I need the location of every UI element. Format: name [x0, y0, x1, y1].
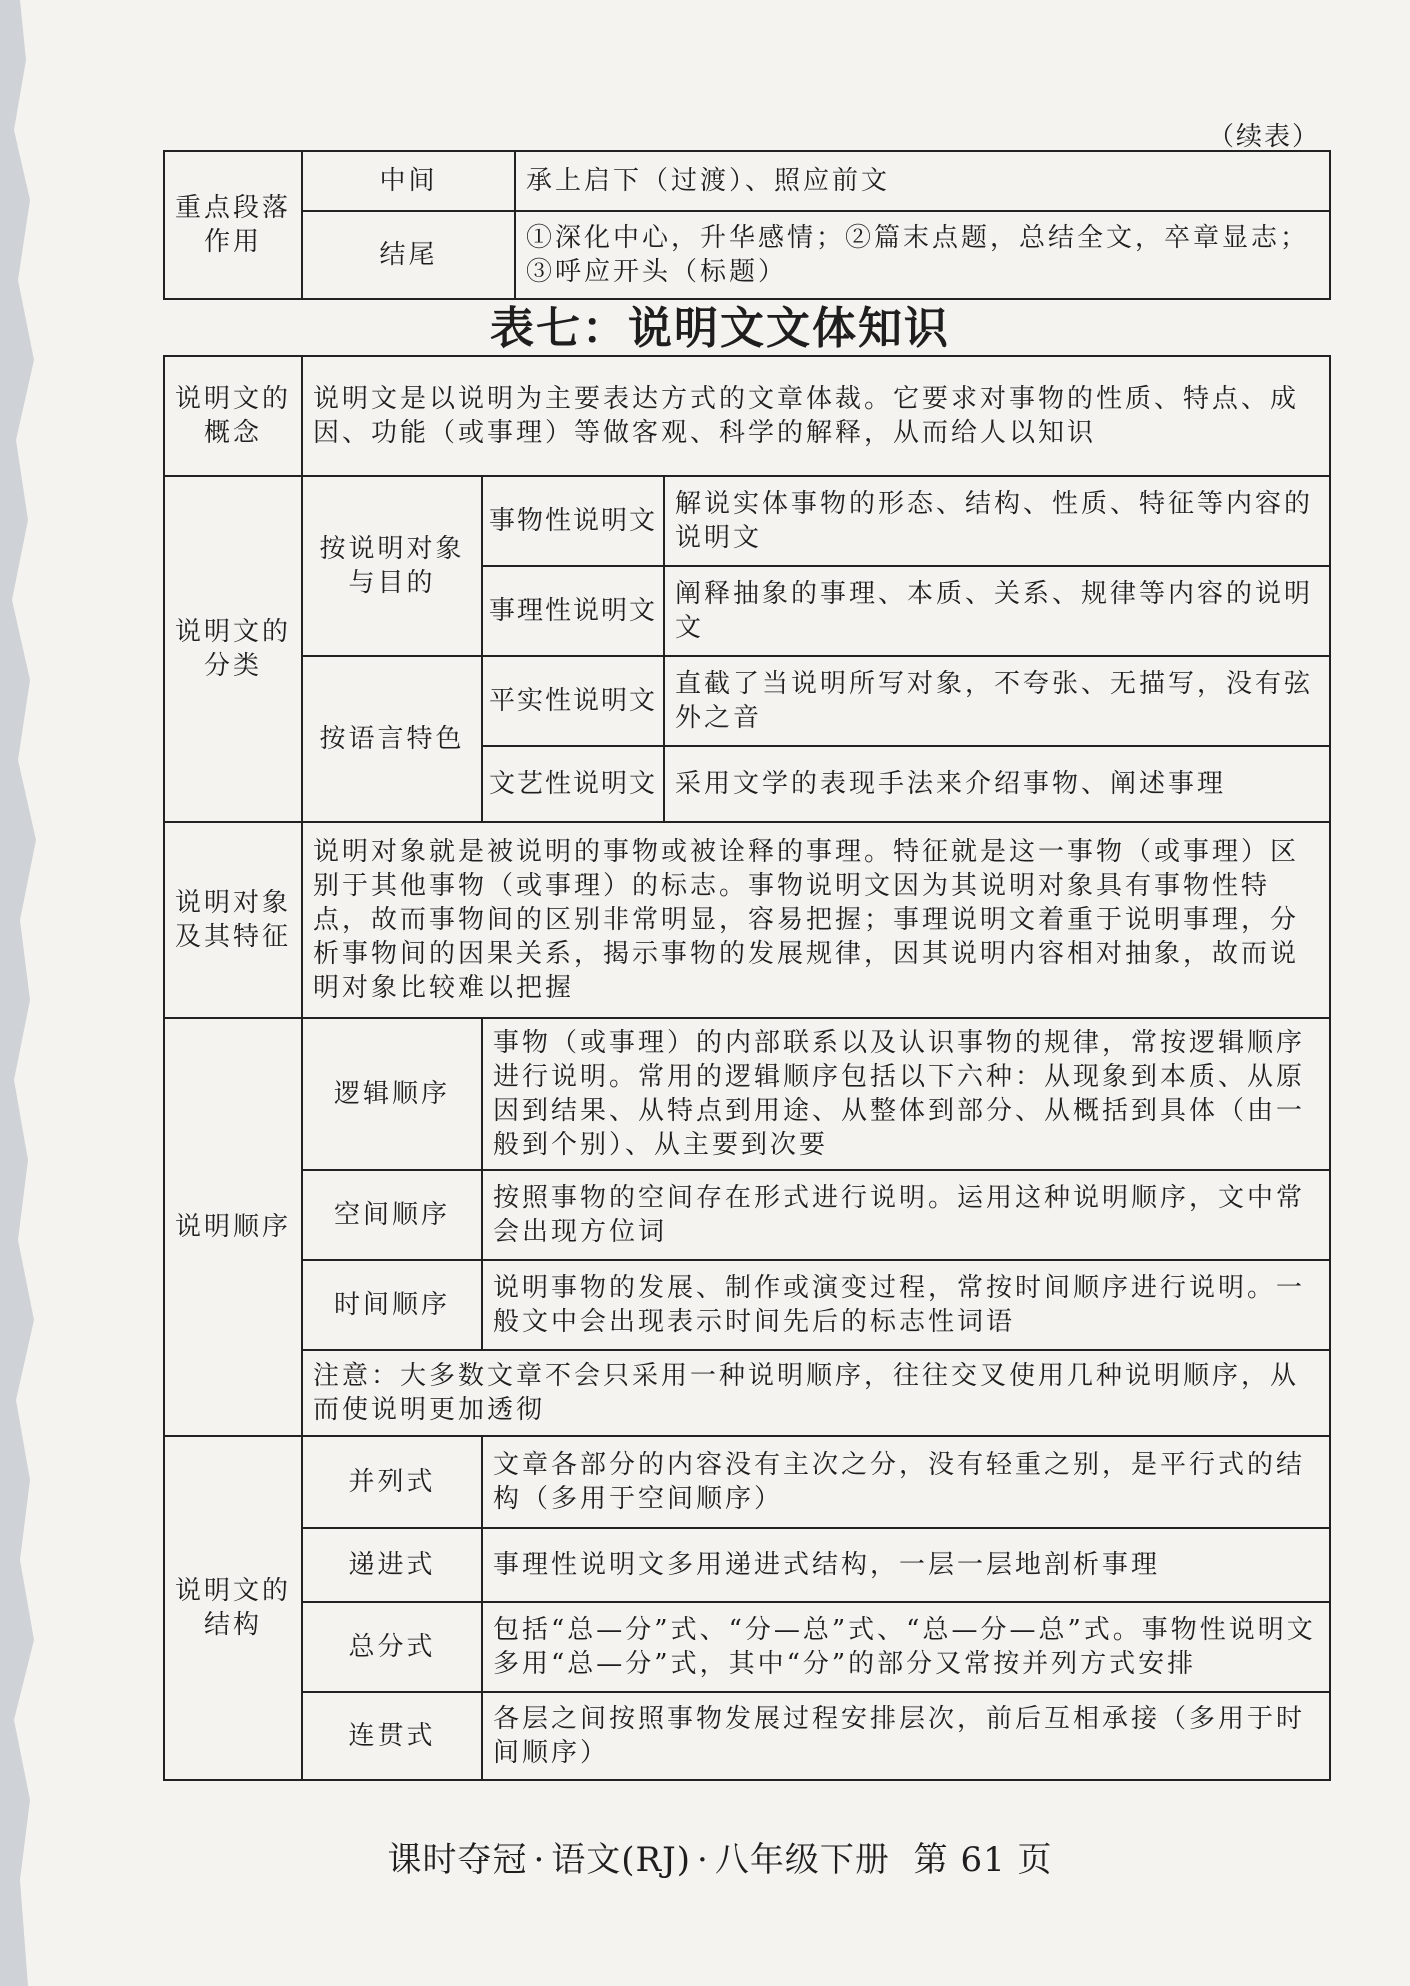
- classification-desc: 解说实体事物的形态、结构、性质、特征等内容的说明文: [664, 476, 1330, 566]
- structure-name: 连贯式: [302, 1692, 482, 1780]
- table-row: [164, 476, 1330, 566]
- classification-desc: 阐释抽象的事理、本质、关系、规律等内容的说明文: [664, 566, 1330, 656]
- cell-description: ①深化中心，升华感情；②篇末点题，总结全文，卒章显志；③呼应开头（标题）: [515, 211, 1330, 299]
- cell-description: 承上启下（过渡）、照应前文: [515, 151, 1330, 211]
- table-row: [164, 1692, 1330, 1780]
- footer-book: 课时夺冠: [387, 1840, 528, 1880]
- table-row: [164, 1602, 1330, 1692]
- cell-position: 结尾: [302, 211, 515, 299]
- order-desc: 说明事物的发展、制作或演变过程，常按时间顺序进行说明。一般文中会出现表示时间先后的标志性词语: [482, 1260, 1330, 1350]
- row-header-order: 说明顺序: [164, 1018, 302, 1436]
- table-row: [164, 656, 1330, 746]
- table-row: [164, 211, 1330, 299]
- classification-desc: 采用文学的表现手法来介绍事物、阐述事理: [664, 746, 1330, 822]
- cell-position: 中间: [302, 151, 515, 211]
- classification-type: 事理性说明文: [482, 566, 664, 656]
- order-name: 时间顺序: [302, 1260, 482, 1350]
- page-footer: 课时夺冠 · 语文(RJ) · 八年级下册 第 61 页: [387, 1840, 1053, 1880]
- order-desc: 事物（或事理）的内部联系以及认识事物的规律，常按逻辑顺序进行说明。常用的逻辑顺序包括以下六种：从现象到本质、从原因到结果、从特点到用途、从整体到部分、从概括到具体（由一般到个别）、从主要到次要: [482, 1018, 1330, 1170]
- row-header: 重点段落作用: [164, 151, 302, 299]
- classification-basis: 按说明对象与目的: [302, 476, 482, 656]
- classification-type: 事物性说明文: [482, 476, 664, 566]
- table-row: [164, 1350, 1330, 1436]
- structure-name: 递进式: [302, 1528, 482, 1602]
- footer-grade: 八年级下册: [714, 1840, 890, 1880]
- classification-desc: 直截了当说明所写对象，不夸张、无描写，没有弦外之音: [664, 656, 1330, 746]
- classification-type: 平实性说明文: [482, 656, 664, 746]
- order-name: 逻辑顺序: [302, 1018, 482, 1170]
- table-title: 表七：说明文文体知识: [490, 303, 950, 354]
- paragraph-function-table: [163, 150, 1331, 300]
- row-header-classification: 说明文的分类: [164, 476, 302, 822]
- order-name: 空间顺序: [302, 1170, 482, 1260]
- structure-desc: 各层之间按照事物发展过程安排层次，前后互相承接（多用于时间顺序）: [482, 1692, 1330, 1780]
- table-row: [164, 1170, 1330, 1260]
- structure-desc: 文章各部分的内容没有主次之分，没有轻重之别，是平行式的结构（多用于空间顺序）: [482, 1436, 1330, 1528]
- table-row: [164, 1436, 1330, 1528]
- table-row: [164, 1018, 1330, 1170]
- classification-basis: 按语言特色: [302, 656, 482, 822]
- table-row: [164, 1260, 1330, 1350]
- page: [30, 0, 1410, 1986]
- concept-text: 说明文是以说明为主要表达方式的文章体裁。它要求对事物的性质、特点、成因、功能（或事理）等做客观、科学的解释，从而给人以知识: [302, 356, 1330, 476]
- expository-knowledge-table: [163, 355, 1331, 1781]
- structure-desc: 事理性说明文多用递进式结构，一层一层地剖析事理: [482, 1528, 1330, 1602]
- footer-page-number: 第 61 页: [913, 1840, 1053, 1880]
- object-text: 说明对象就是被说明的事物或被诠释的事理。特征就是这一事物（或事理）区别于其他事物（或事理）的标志。事物说明文因为其说明对象具有事物性特点，故而事物间的区别非常明显，容易把握；事理说明文着重于说明事理，分析事物间的因果关系，揭示事物的发展规律，因其说明内容相对抽象，故而说明对象比较难以把握: [302, 822, 1330, 1018]
- table-row: [164, 356, 1330, 476]
- footer-subject: 语文(RJ): [551, 1840, 692, 1880]
- order-desc: 按照事物的空间存在形式进行说明。运用这种说明顺序，文中常会出现方位词: [482, 1170, 1330, 1260]
- continued-label: （续表）: [1207, 122, 1320, 152]
- row-header-object: 说明对象及其特征: [164, 822, 302, 1018]
- classification-type: 文艺性说明文: [482, 746, 664, 822]
- table-row: [164, 1528, 1330, 1602]
- row-header-structure: 说明文的结构: [164, 1436, 302, 1780]
- order-note: 注意：大多数文章不会只采用一种说明顺序，往往交叉使用几种说明顺序，从而使说明更加透彻: [302, 1350, 1330, 1436]
- structure-name: 总分式: [302, 1602, 482, 1692]
- structure-desc: 包括“总—分”式、“分—总”式、“总—分—总”式。事物性说明文多用“总—分”式，其中“分”的部分又常按并列方式安排: [482, 1602, 1330, 1692]
- structure-name: 并列式: [302, 1436, 482, 1528]
- table-row: [164, 822, 1330, 1018]
- table-row: [164, 151, 1330, 211]
- row-header-concept: 说明文的概念: [164, 356, 302, 476]
